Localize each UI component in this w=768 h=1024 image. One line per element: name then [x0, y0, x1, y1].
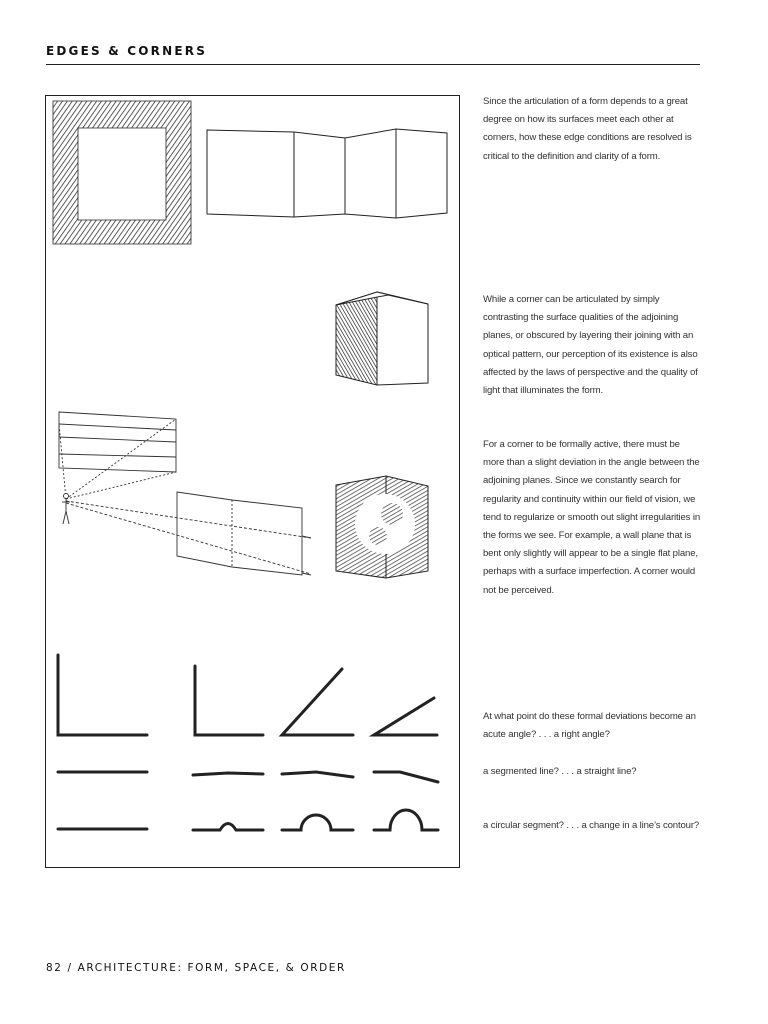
paragraph-corner-perception: While a corner can be articulated by simply contrasting the surface qualities of the adjoining planes, or obscured by layering their joining with an optical pattern, our perception of its existence is also affected by the laws of perspective and the quality of light that illuminates the form. [483, 294, 698, 397]
paragraph-edge-articulation: Since the articulation of a form depends to a great degree on how its surfaces meet each other at corners, how these edge conditions are resolved is critical to the definition and clarity of a form. [483, 96, 692, 162]
patterned-cube [336, 476, 428, 578]
perspective-sightline-diagram [59, 412, 311, 575]
paragraph-segment-question: a segmented line? . . . a straight line? [483, 766, 637, 777]
folded-planes-elevation [207, 129, 447, 218]
paragraph-formally-active-corner: For a corner to be formally active, there must be more than a slight deviation in the angle between the adjoining planes. Since we constantly search for regularity and continuity within our field of vision, we tend to regularize or smooth out slight irregularities in the forms we see. For example, a wall plane that is bent only slightly will appear to be a single flat plane, perhaps with a surface imperfection. A corner would not be perceived. [483, 439, 701, 596]
illustrations-canvas [46, 96, 461, 869]
hatched-square-frame [53, 101, 191, 244]
arc-contour-series [58, 810, 438, 830]
paragraph-angle-question: At what point do these formal deviations become an acute angle? . . . a right angle? [483, 711, 696, 741]
segmented-line-series [58, 772, 438, 782]
page-header: EDGES & CORNERS [46, 44, 208, 58]
illustration-frame [45, 95, 460, 868]
paragraph-contour-question: a circular segment? . . . a change in a line’s contour? [483, 820, 700, 831]
angle-series [58, 655, 437, 735]
page-footer: 82 / ARCHITECTURE: FORM, SPACE, & ORDER [46, 962, 346, 974]
header-rule [46, 64, 700, 65]
shaded-cube [336, 292, 428, 385]
